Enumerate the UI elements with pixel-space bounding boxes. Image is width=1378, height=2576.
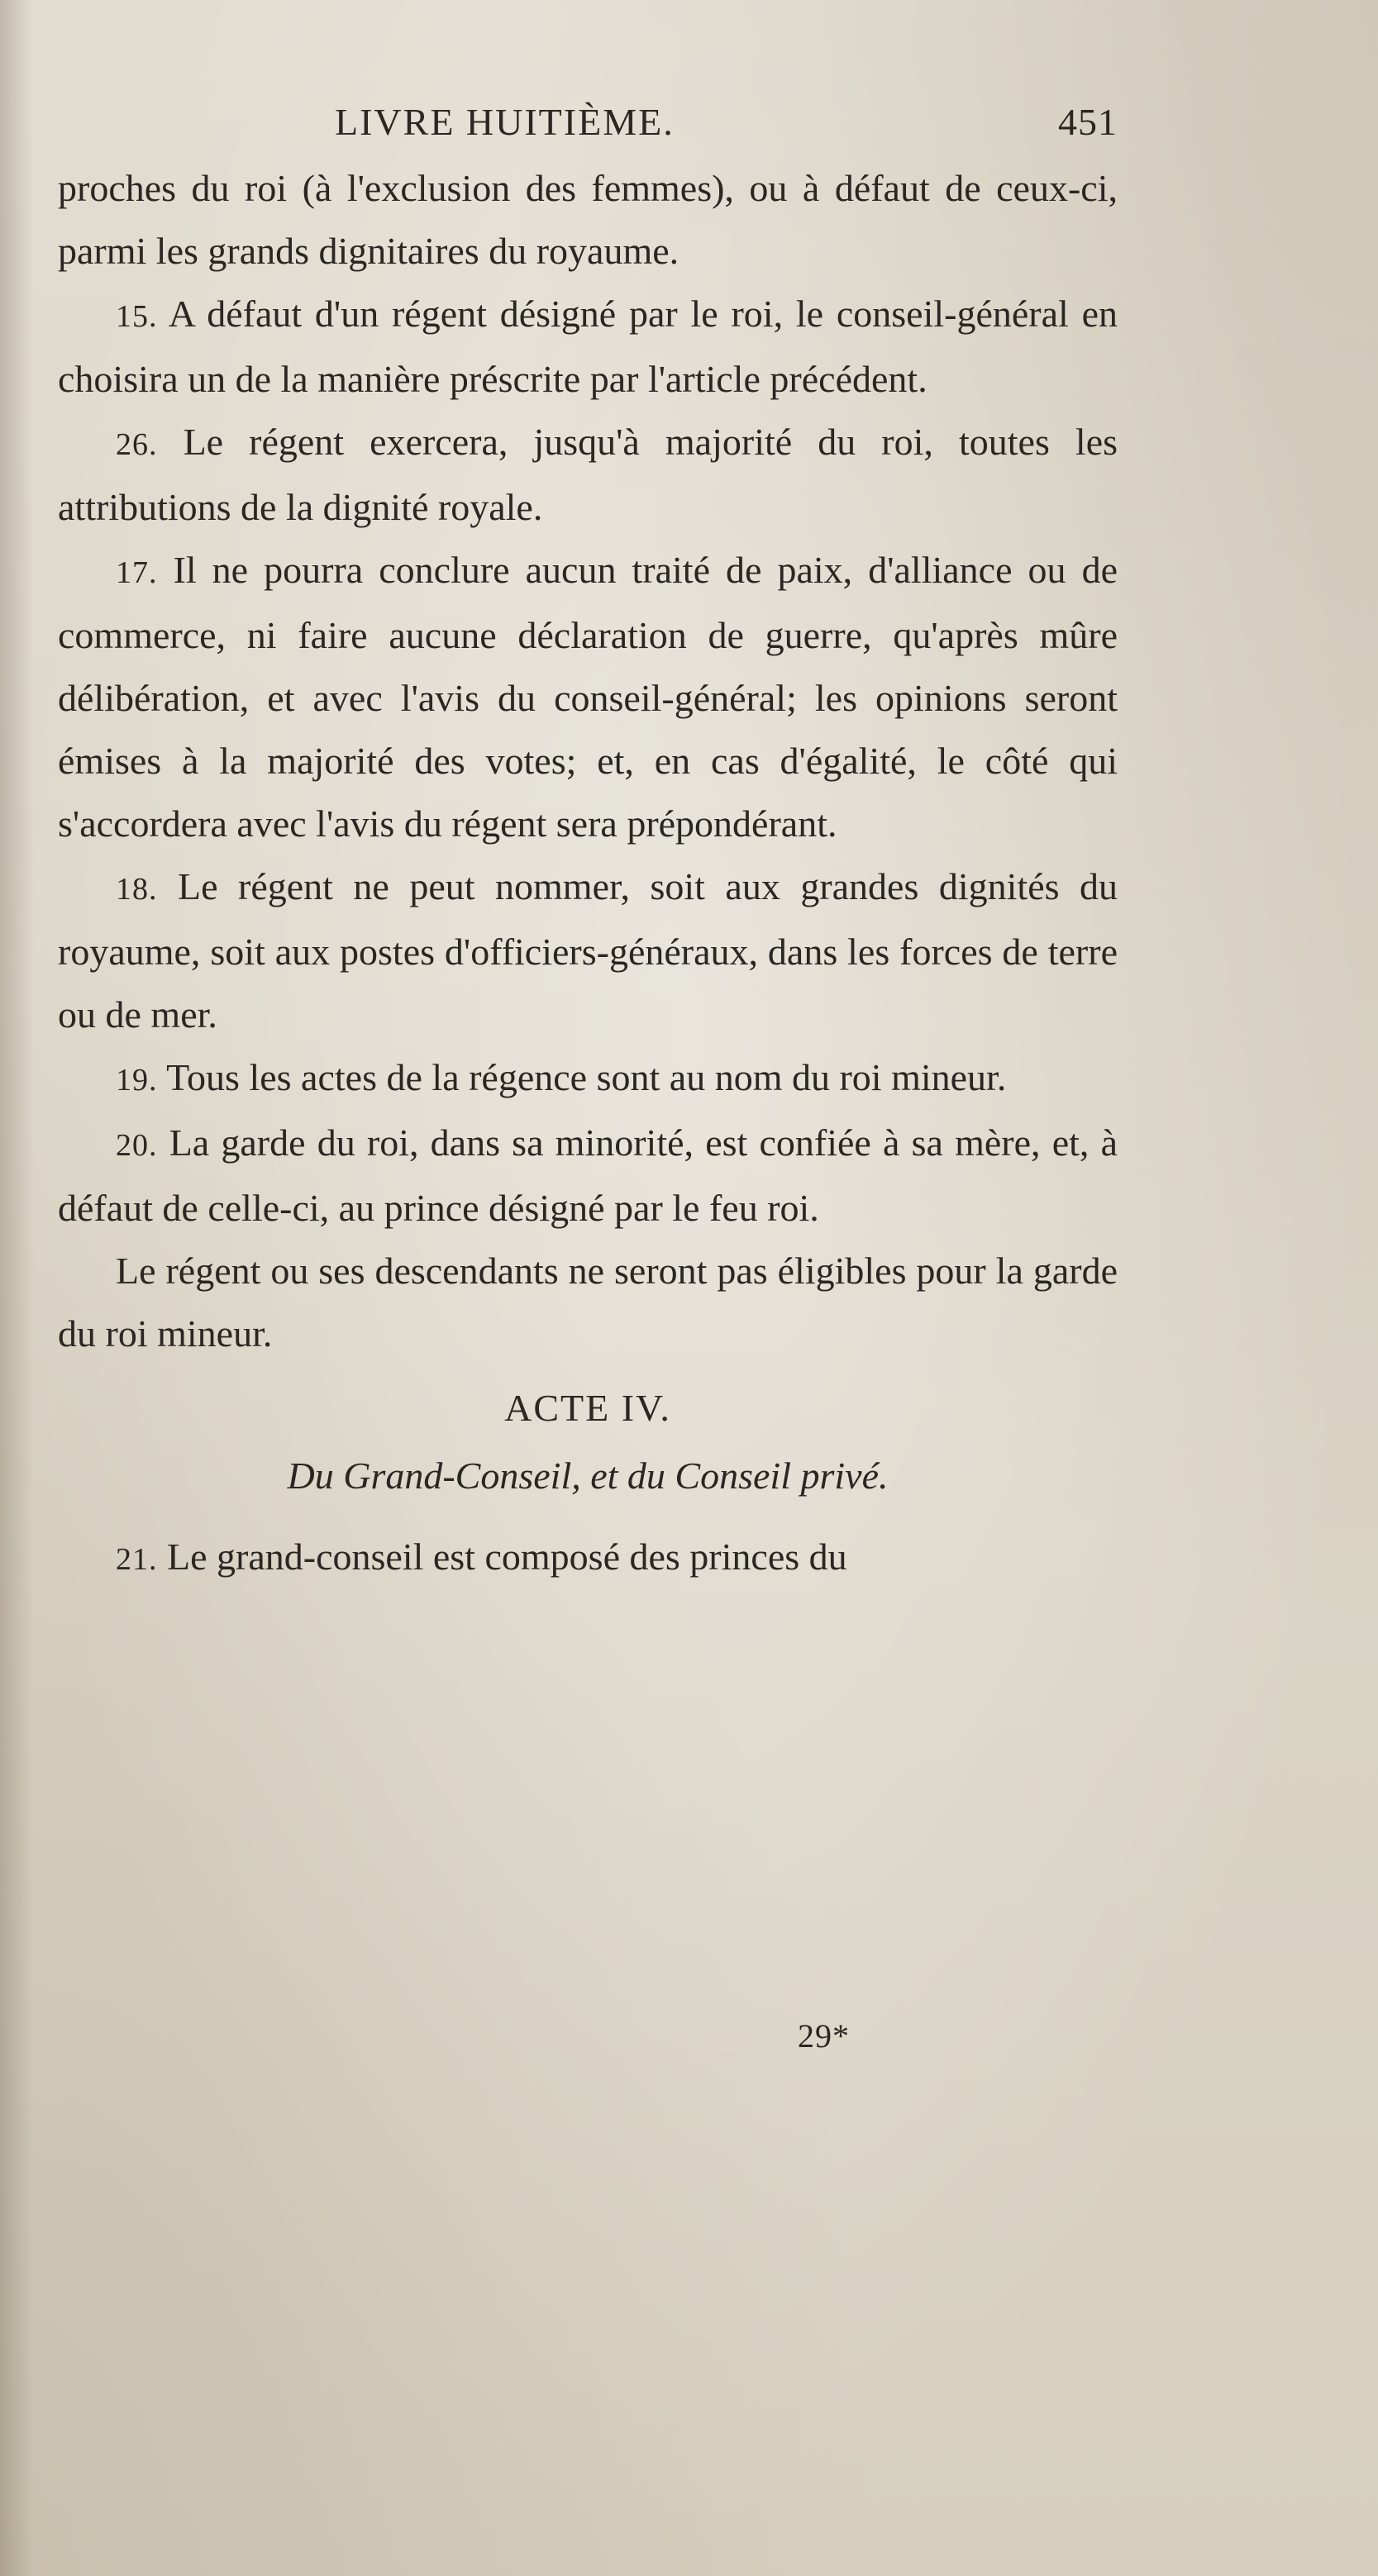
running-title: LIVRE HUITIÈME.: [335, 101, 675, 143]
article-number: 17.: [116, 555, 158, 590]
article-text: proches du roi (à l'exclusion des femmes), ou à défaut de ceux-ci, parmi les grands dignitaires du royaume.: [58, 167, 1118, 272]
article-text: Il ne pourra conclure aucun traité de paix, d'alliance ou de commerce, ni faire aucune déclaration de guerre, qu'après mûre délibération, et avec l'avis du conseil-général; les opinions seront émises à la majorité des votes; et, en cas d'égalité, le côté qui s'accordera avec l'avis du régent sera prépondérant.: [58, 549, 1118, 845]
article-19: [58, 1046, 1118, 1112]
text-block: [58, 91, 1118, 1591]
article-20-continuation: [58, 1240, 1118, 1365]
article-continuation: [58, 157, 1118, 283]
signature-mark: 29*: [798, 2017, 850, 2055]
article-text: Le régent ne peut nommer, soit aux grandes dignités du royaume, soit aux postes d'officiers-généraux, dans les forces de terre ou de mer.: [58, 865, 1118, 1036]
article-21: [58, 1526, 1118, 1591]
article-text: Le grand-conseil est composé des princes du: [167, 1536, 847, 1578]
article-20: [58, 1112, 1118, 1240]
page-number: 451: [1058, 101, 1118, 143]
running-head: [58, 91, 1118, 157]
spine-shadow: [0, 0, 33, 2576]
article-number: 18.: [116, 872, 158, 907]
article-number: 15.: [116, 299, 158, 334]
article-number: 26.: [116, 427, 158, 462]
article-text: Le régent exercera, jusqu'à majorité du roi, toutes les attributions de la dignité royale.: [58, 421, 1118, 528]
act-title: ACTE IV.: [504, 1387, 671, 1429]
article-15: [58, 283, 1118, 411]
article-18: [58, 855, 1118, 1046]
article-number: 21.: [116, 1542, 158, 1577]
article-text: Le régent ou ses descendants ne seront pas éligibles pour la garde du roi mineur.: [58, 1250, 1118, 1355]
act-subtitle: Du Grand-Conseil, et du Conseil privé.: [287, 1455, 889, 1497]
article-26: [58, 411, 1118, 539]
article-number: 20.: [116, 1128, 158, 1163]
article-17: [58, 539, 1118, 855]
article-text: Tous les actes de la régence sont au nom du roi mineur.: [166, 1056, 1007, 1098]
article-number: 19.: [116, 1063, 158, 1098]
article-text: A défaut d'un régent désigné par le roi, le conseil-général en choisira un de la manière préscrite par l'article précédent.: [58, 293, 1118, 400]
article-text: La garde du roi, dans sa minorité, est confiée à sa mère, et, à défaut de celle-ci, au prince désigné par le feu roi.: [58, 1121, 1118, 1229]
